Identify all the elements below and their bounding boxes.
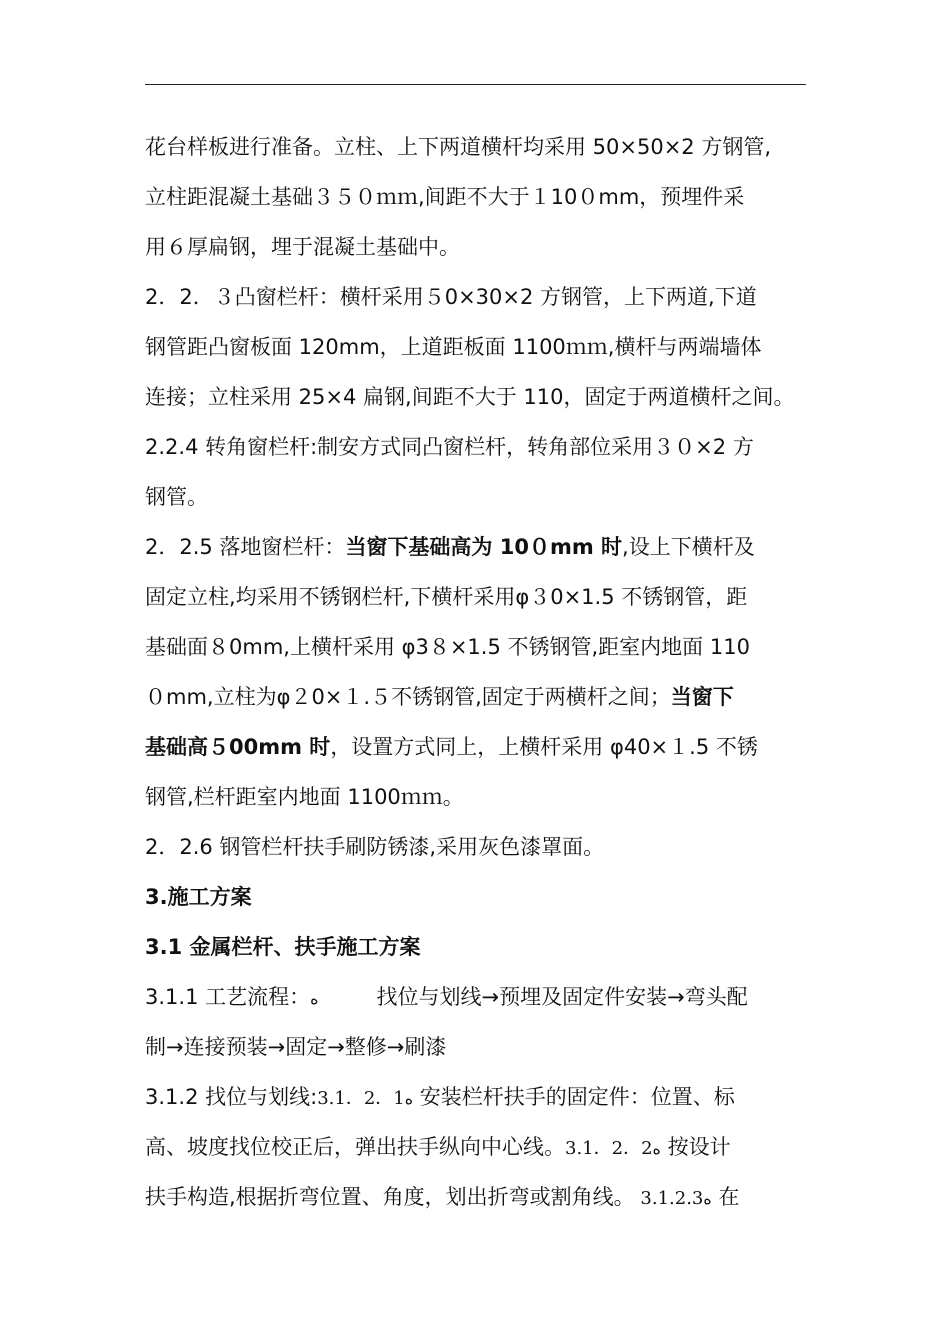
text-run: 高、坡度找位校正后，弹出扶手纵向中心线。	[145, 1135, 565, 1159]
text-line	[145, 1072, 806, 1122]
header-rule	[145, 84, 806, 85]
text-run: 2．2．３凸窗栏杆：横杆采用５0×30×2 方钢管，上下两道,下道	[145, 285, 757, 309]
text-run: ０mm,立柱为φ２0×１.５不锈钢管,固定于两横杆之间；	[145, 685, 671, 709]
text-run: 安装栏杆扶手的固定件：位置、标	[413, 1085, 735, 1109]
text-run: 按设计	[660, 1135, 731, 1159]
text-run: 2．2.5 落地窗栏杆：	[145, 535, 346, 559]
bold-text-run: 当窗下基础高为 10０mm 时	[345, 535, 623, 559]
text-line	[145, 872, 806, 922]
text-line	[145, 122, 806, 172]
text-line	[145, 972, 806, 1022]
text-line	[145, 372, 806, 422]
text-run: 花台样板进行准备。立柱、上下两道横杆均采用 50×50×2 方钢管,	[145, 135, 772, 159]
text-run: 扶手构造,根据折弯位置、角度，划出折弯或割角线。	[145, 1185, 635, 1209]
text-run: 2．2.6 钢管栏杆扶手刷防锈漆,采用灰色漆罩面。	[145, 835, 605, 859]
text-line	[145, 1172, 806, 1222]
text-line	[145, 922, 806, 972]
text-run: 2.2.4 转角窗栏杆:制安方式同凸窗栏杆，转角部位采用３０×2 方	[145, 435, 754, 459]
bold-text-run: 基础高５00mm 时	[145, 735, 331, 759]
text-run: 制→连接预装→固定→整修→刷漆	[145, 1035, 447, 1059]
text-line	[145, 572, 806, 622]
text-line	[145, 172, 806, 222]
text-run: 3.1.2.3	[634, 1188, 704, 1209]
text-line	[145, 772, 806, 822]
bold-text-run: 3.施工方案	[145, 885, 252, 909]
text-run: 固定立柱,均采用不锈钢栏杆,下横杆采用φ３0×1.5 不锈钢管，距	[145, 585, 748, 609]
text-run: 找位与划线→预埋及固定件安装→弯头配	[376, 985, 748, 1009]
text-run: 立柱距混凝土基础３５０ｍｍ,间距不大于１10０mm，预埋件采	[145, 185, 745, 209]
text-line	[145, 672, 806, 722]
text-line	[145, 272, 806, 322]
text-run: 钢管。	[145, 485, 208, 509]
bold-text-run: 3.1 金属栏杆、扶手施工方案	[145, 935, 421, 959]
text-run: 3.1．2．2	[565, 1138, 653, 1159]
symbol-glyph: ه	[404, 1089, 414, 1108]
text-line	[145, 222, 806, 272]
text-line	[145, 1122, 806, 1172]
bold-text-run: 当窗下	[670, 685, 734, 709]
text-line	[145, 322, 806, 372]
text-line	[145, 522, 806, 572]
text-run: 钢管,栏杆距室内地面 1100ｍｍ。	[145, 785, 464, 809]
text-run: 连接；立柱采用 25×4 扁钢,间距不大于 110，固定于两道横杆之间。	[145, 385, 795, 409]
text-run: 用６厚扁钢，埋于混凝土基础中。	[145, 235, 460, 259]
document-body	[145, 122, 806, 1222]
text-run: 在	[711, 1185, 740, 1209]
text-line	[145, 722, 806, 772]
text-run: 3.1.1 工艺流程：	[145, 985, 311, 1009]
text-line	[145, 622, 806, 672]
text-run: ，设置方式同上，上横杆采用 φ40×１.5 不锈	[330, 735, 758, 759]
text-line	[145, 472, 806, 522]
symbol-glyph: ه	[703, 1189, 712, 1208]
text-line	[145, 1022, 806, 1072]
text-run: ,设上下横杆及	[622, 535, 755, 559]
text-run: 3.1.2 找位与划线:	[145, 1085, 318, 1109]
text-line	[145, 422, 806, 472]
symbol-glyph: ه	[310, 989, 319, 1008]
text-run: 3.1．2．1	[317, 1088, 405, 1109]
symbol-glyph: ه	[652, 1139, 661, 1158]
text-run: 钢管距凸窗板面 120mm，上道距板面 1100ｍｍ,横杆与两端墙体	[145, 335, 762, 359]
text-run: 基础面８0mm,上横杆采用 φ3８×1.5 不锈钢管,距室内地面 110	[145, 635, 750, 659]
text-line	[145, 822, 806, 872]
